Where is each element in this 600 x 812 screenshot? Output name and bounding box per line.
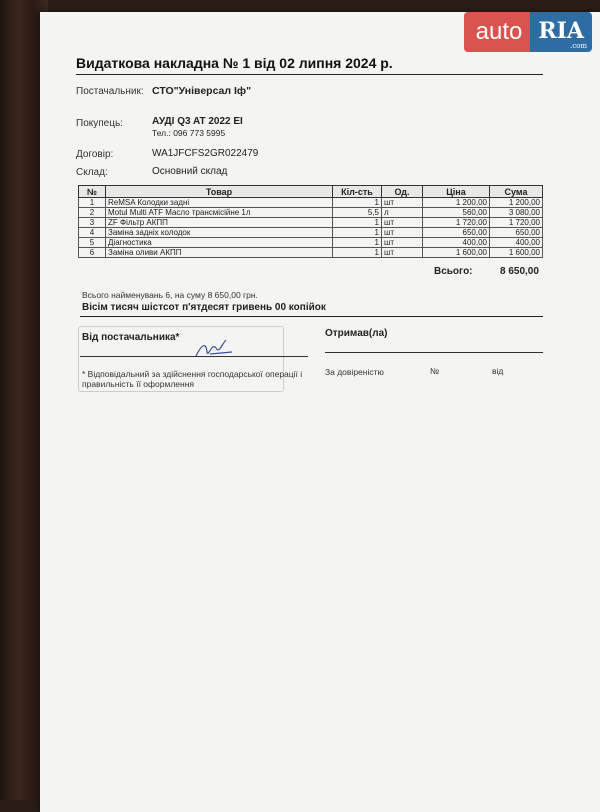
received-label: Отримав(ла) xyxy=(325,328,388,339)
cell-unit: шт xyxy=(382,228,423,238)
table-row xyxy=(79,218,543,228)
proxy-label: За довіреністю xyxy=(325,367,384,377)
logo-auto-text: auto xyxy=(464,12,531,52)
supplier-label: Постачальник: xyxy=(76,86,144,97)
total-label: Всього: xyxy=(434,266,473,277)
cell-price: 1 600,00 xyxy=(423,248,490,258)
header-qty: Кіл-сть xyxy=(333,186,382,198)
cell-product: Діагностика xyxy=(106,238,333,248)
table-row xyxy=(79,198,543,208)
table-row xyxy=(79,238,543,248)
cell-product: ReMSA Колодки задні xyxy=(106,198,333,208)
footnote-line1: * Відповідальний за здійснення господарської операції і xyxy=(82,369,303,379)
header-sum: Сума xyxy=(490,186,543,198)
cell-sum: 1 720,00 xyxy=(490,218,543,228)
supplier-value: СТО"Універсал Іф" xyxy=(152,85,252,97)
cell-unit: л xyxy=(382,208,423,218)
footnote-line2: правильність її оформлення xyxy=(82,379,195,389)
warehouse-value: Основний склад xyxy=(152,166,228,177)
cell-price: 1 200,00 xyxy=(423,198,490,208)
cell-num: 3 xyxy=(79,218,106,228)
items-table xyxy=(78,185,543,258)
signature-from-label: Від постачальника* xyxy=(82,332,180,343)
cell-sum: 3 080,00 xyxy=(490,208,543,218)
proxy-date-label: від xyxy=(492,366,504,376)
cell-price: 1 720,00 xyxy=(423,218,490,228)
table-header-row xyxy=(79,186,543,198)
cell-product: ZF Фільтр АКПП xyxy=(106,218,333,228)
warehouse-label: Склад: xyxy=(76,167,108,178)
header-product: Товар xyxy=(106,186,333,198)
cell-qty: 1 xyxy=(333,248,382,258)
buyer-phone: Тел.: 096 773 5995 xyxy=(152,128,226,138)
cell-sum: 1 600,00 xyxy=(490,248,543,258)
table-row xyxy=(79,228,543,238)
autoria-logo[interactable] xyxy=(464,12,592,52)
logo-ria-text xyxy=(530,12,592,52)
table-row xyxy=(79,248,543,258)
document-paper xyxy=(40,12,600,812)
logo-ria-label: RIA xyxy=(538,18,584,44)
cell-price: 650,00 xyxy=(423,228,490,238)
header-price: Ціна xyxy=(423,186,490,198)
cell-num: 5 xyxy=(79,238,106,248)
cell-qty: 1 xyxy=(333,218,382,228)
cell-qty: 1 xyxy=(333,198,382,208)
amount-in-words: Вісім тисяч шістсот п'ятдесят гривень 00 копійок xyxy=(82,302,326,313)
cell-sum: 650,00 xyxy=(490,228,543,238)
buyer-value: АУДІ Q3 AT 2022 EI xyxy=(152,116,243,127)
title-divider xyxy=(76,74,543,75)
cell-sum: 400,00 xyxy=(490,238,543,248)
cell-price: 400,00 xyxy=(423,238,490,248)
header-num: № xyxy=(79,186,106,198)
contract-label: Договір: xyxy=(76,149,114,160)
cell-num: 2 xyxy=(79,208,106,218)
document-title: Видаткова накладна № 1 від 02 липня 2024 р. xyxy=(76,55,393,71)
receiver-sign-line xyxy=(325,352,543,353)
cell-unit: шт xyxy=(382,248,423,258)
cell-qty: 1 xyxy=(333,238,382,248)
total-value: 8 650,00 xyxy=(500,266,539,277)
items-summary: Всього найменувань 6, на суму 8 650,00 грн. xyxy=(82,290,258,300)
cell-product: Заміна задніх колодок xyxy=(106,228,333,238)
cell-product: Заміна оливи АКПП xyxy=(106,248,333,258)
cell-qty: 5,5 xyxy=(333,208,382,218)
cell-qty: 1 xyxy=(333,228,382,238)
cell-unit: шт xyxy=(382,238,423,248)
cell-num: 1 xyxy=(79,198,106,208)
cell-product: Motul Multi ATF Масло трансмісійне 1л xyxy=(106,208,333,218)
buyer-label: Покупець: xyxy=(76,118,123,129)
proxy-number-label: № xyxy=(430,366,440,376)
logo-domain: .com xyxy=(570,42,587,50)
table-row xyxy=(79,208,543,218)
cell-sum: 1 200,00 xyxy=(490,198,543,208)
cell-unit: шт xyxy=(382,198,423,208)
cell-price: 560,00 xyxy=(423,208,490,218)
contract-value: WA1JFCFS2GR022479 xyxy=(152,148,259,159)
cell-num: 4 xyxy=(79,228,106,238)
supplier-sign-line xyxy=(80,356,308,357)
header-unit: Од. xyxy=(382,186,423,198)
cell-num: 6 xyxy=(79,248,106,258)
signature-mark xyxy=(192,336,238,362)
cell-unit: шт xyxy=(382,218,423,228)
words-divider xyxy=(80,316,543,317)
